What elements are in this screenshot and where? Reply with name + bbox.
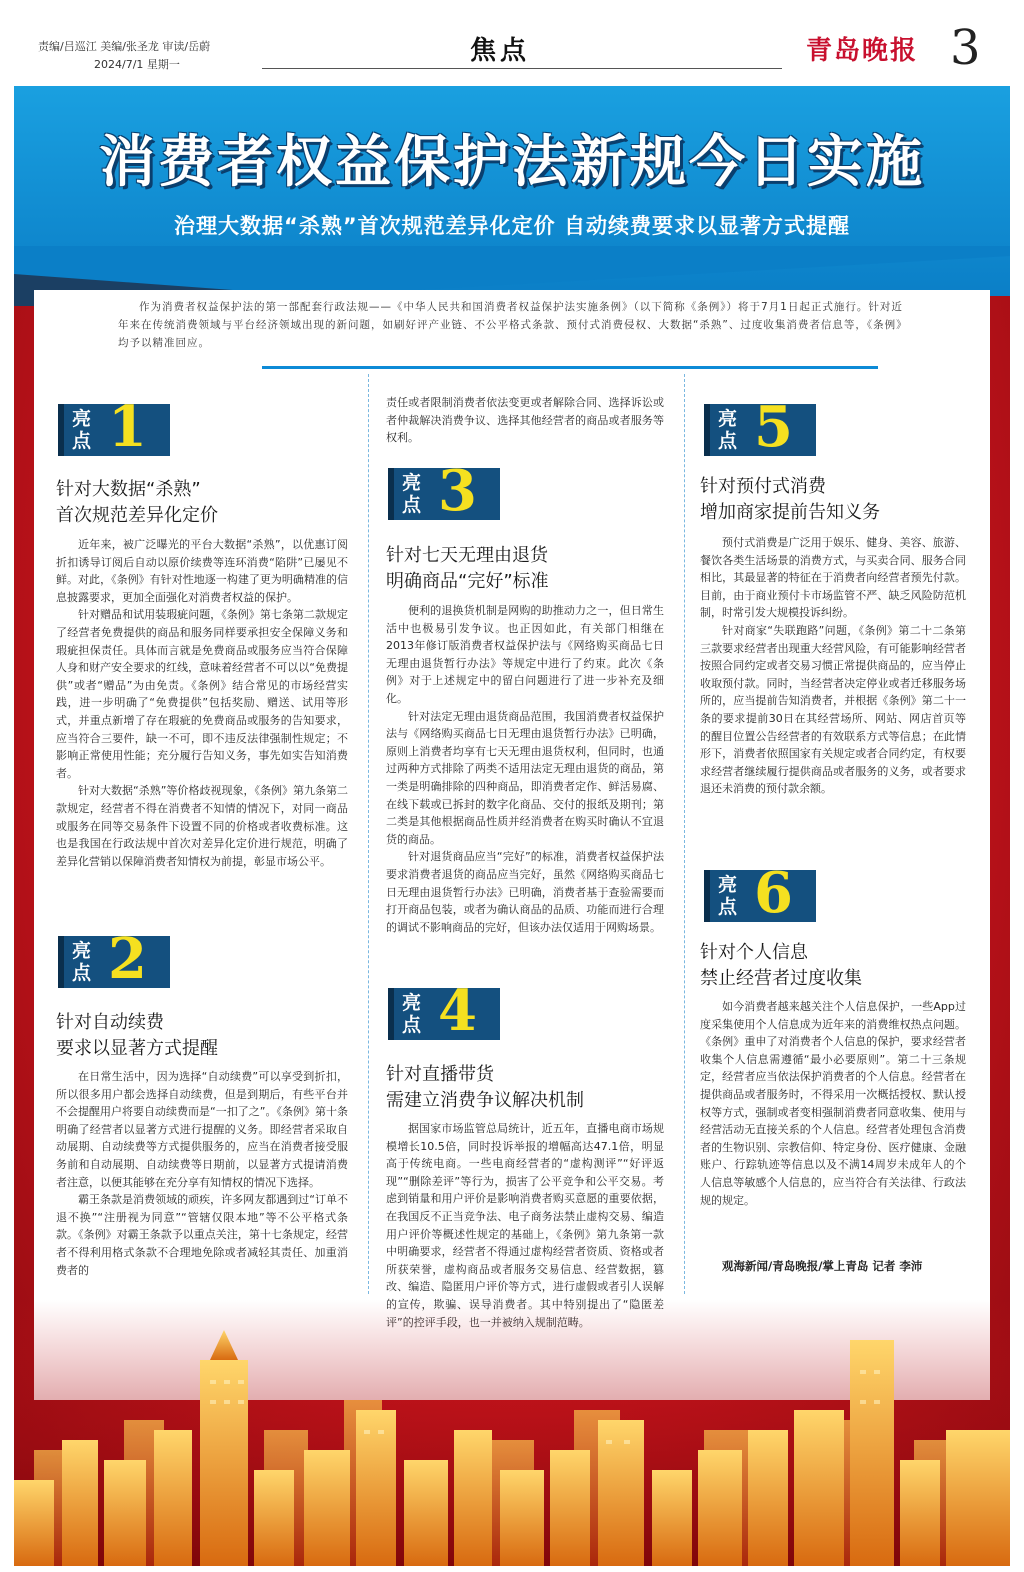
date-line: 2024/7/1 星期一 (94, 58, 180, 71)
section-name: 焦点 (470, 36, 531, 66)
headline: 消费者权益保护法新规今日实施 (99, 129, 925, 195)
highlight-badge-6 (704, 860, 822, 926)
intro-divider (262, 366, 878, 369)
badge-number: 2 (108, 926, 147, 992)
editor-credits (38, 38, 210, 74)
badge-word: 亮点 (718, 408, 738, 452)
badge-number: 4 (438, 978, 477, 1044)
title-line: 针对直播带货 (386, 1064, 494, 1085)
paper-logo: 青岛晚报 (806, 36, 919, 66)
city-skyline-illustration (14, 1300, 1010, 1566)
badge-edge (704, 404, 710, 456)
title-line: 要求以显著方式提醒 (56, 1038, 218, 1059)
title-line: 增加商家提前告知义务 (700, 502, 880, 523)
section-title-2 (56, 1010, 356, 1062)
section-title-5 (700, 474, 980, 526)
paragraph: 针对退货商品应当“完好”的标准，消费者权益保护法要求消费者退货的商品应当完好，虽然《网络购买商品七日无理由退货暂行办法》已明确，消费者基于查验需要而打开商品包装，或者为确认商品的品质、功能而进行合理的调试不影响商品的完好，但该办法仅适用于网购场景。 (386, 850, 664, 934)
badge-number: 3 (438, 458, 477, 524)
page-number: 3 (950, 20, 981, 76)
paragraph: 霸王条款是消费领域的顽疾，许多网友都遇到过“订单不退不换”“注册视为同意”“管辖仅限本地”等不公平格式条款。《条例》对霸王条款予以重点关注，第十七条规定，经营者不得利用格式条款不合理地免除或者减轻其责任、加重消费者的 (56, 1193, 348, 1277)
title-line: 需建立消费争议解决机制 (386, 1090, 584, 1111)
paragraph: 预付式消费是广泛用于娱乐、健身、美容、旅游、餐饮各类生活场景的消费方式，与买卖合同、服务合同相比，其最显著的特征在于消费者向经营者预先付款。目前，由于商业预付卡市场监管不严、缺乏风险防范机制，时常引发大规模投诉纠纷。 (700, 536, 966, 620)
highlight-badge-5 (704, 394, 822, 460)
badge-number: 6 (754, 860, 793, 926)
title-line: 禁止经营者过度收集 (700, 968, 862, 989)
paragraph: 如今消费者越来越关注个人信息保护，一些App过度采集使用个人信息成为近年来的消费维权热点问题。《条例》重申了对消费者个人信息的保护，要求经营者收集个人信息需遵循“最小必要原则”。第二十三条规定，经营者应当依法保护消费者的个人信息。经营者在提供商品或者服务时，不得采用一次概括授权、默认授权等方式，强制或者变相强制消费者同意收集、使用与经营活动无直接关系的个人信息。经营者处理包含消费者的生物识别、宗教信仰、特定身份、医疗健康、金融账户、行踪轨迹等信息以及不满14周岁未成年人的个人信息等敏感个人信息的，应当符合有关法律、行政法规的规定。 (700, 1000, 966, 1207)
section-title-4 (386, 1062, 666, 1114)
masthead-rule (262, 68, 782, 69)
badge-edge (58, 936, 64, 988)
section-body-1 (56, 536, 348, 870)
paragraph: 针对商家“失联跑路”问题，《条例》第二十二条第三款要求经营者出现重大经营风险，有可能影响经营者按照合同约定或者交易习惯正常提供商品的，应当停止收取预付款。同时，当经营者决定停业或者迁移服务场所的，应当提前告知消费者，并根据《条例》第二十一条的要求提前30日在其经营场所、网站、网店首页等的醒目位置公告经营者的有效联系方式等信息；在此情形下，消费者依照国家有关规定或者合同约定，有权要求经营者继续履行提供商品或者服务的义务，或者要求退还未消费的预付款余额。 (700, 623, 966, 796)
paragraph: 针对法定无理由退货商品范围，我国消费者权益保护法与《网络购买商品七日无理由退货暂行办法》已明确，原则上消费者均享有七天无理由退货权利，但同时，也通过两种方式排除了两类不适用法定无理由退货的商品，第一类是明确排除的四种商品，即消费者定作、鲜活易腐、在线下载或已拆封的数字化商品、交付的报纸及期刊；第二类是其他根据商品性质并经消费者在购买时确认不宜退货的商品。 (386, 709, 664, 846)
section-title-1 (56, 477, 356, 529)
paragraph: 便利的退换货机制是网购的助推动力之一，但日常生活中也极易引发争议。也正因如此，有关部门相继在2013年修订版消费者权益保护法与《网络购买商品七日无理由退货暂行办法》等规定中进行了约束。此次《条例》对于上述规定中的留白问题进行了进一步补充及细化。 (386, 604, 664, 705)
editors-line: 责编/吕巡江 美编/张圣龙 审读/岳蔚 (38, 40, 211, 53)
badge-number: 1 (108, 394, 147, 460)
intro-paragraph: 作为消费者权益保护法的第一部配套行政法规——《中华人民共和国消费者权益保护法实施条例》（以下简称《条例》）将于7月1日起正式施行。针对近年来在传统消费领域与平台经济领域出现的新问题，如刷好评产业链、不公平格式条款、预付式消费侵权、大数据“杀熟”、过度收集消费者信息等，《条例》均予以精准回应。 (118, 301, 908, 349)
column-divider (684, 374, 686, 1294)
column-divider (368, 374, 370, 1294)
badge-word: 亮点 (402, 992, 422, 1036)
section-body-2 (56, 1068, 348, 1279)
title-line: 针对七天无理由退货 (386, 545, 548, 566)
badge-edge (388, 988, 394, 1040)
continued-text (386, 394, 664, 447)
badge-edge (704, 870, 710, 922)
highlight-badge-3 (388, 458, 506, 524)
paragraph: 在日常生活中，因为选择“自动续费”可以享受到折扣，所以很多用户都会选择自动续费，但是到期后，有些平台并不会提醒用户将要自动续费而是“一扣了之”。《条例》第十条明确了经营者以显著方式进行提醒的义务。即经营者采取自动展期、自动续费等方式提供服务的，应当在消费者接受服务前和自动展期、自动续费等日期前，以显著方式提请消费者注意，以便其能够在充分享有知情权的情况下选择。 (56, 1070, 348, 1189)
highlight-badge-2 (58, 926, 176, 992)
badge-word: 亮点 (402, 472, 422, 516)
masthead (0, 0, 1024, 86)
byline: 观海新闻/青岛晚报/掌上青岛 记者 李沛 (722, 1259, 923, 1273)
title-line: 针对个人信息 (700, 942, 808, 963)
section-body-3 (386, 602, 664, 936)
title-line: 首次规范差异化定价 (56, 505, 218, 526)
subheadline: 治理大数据“杀熟”首次规范差异化定价 自动续费要求以显著方式提醒 (174, 214, 850, 238)
title-line: 针对大数据“杀熟” (56, 479, 201, 500)
badge-word: 亮点 (72, 408, 92, 452)
title-line: 针对自动续费 (56, 1012, 164, 1033)
highlight-badge-4 (388, 978, 506, 1044)
paragraph: 针对大数据“杀熟”等价格歧视现象，《条例》第九条第二款规定，经营者不得在消费者不知情的情况下，对同一商品或服务在同等交易条件下设置不同的价格或者收费标准。这也是我国在行政法规中首次对差异化定价进行规范，明确了差异化营销以保障消费者知情权为前提，彰显市场公平。 (56, 784, 348, 868)
paragraph: 针对赠品和试用装瑕疵问题，《条例》第七条第二款规定了经营者免费提供的商品和服务同样要承担安全保障义务和瑕疵担保责任。具体而言就是免费商品或服务应当符合保障人身和财产安全要求的红线，意味着经营者不可以以“免费提供”或者“赠品”为由免责。《条例》结合常见的市场经营实践，进一步明确了“免费提供”包括奖励、赠送、试用等形式，并重点新增了存在瑕疵的免费商品或服务的告知要求，应当符合三要件，缺一不可，即不违反法律强制性规定；不影响正常使用性能；充分履行告知义务，事先如实告知消费者。 (56, 608, 348, 780)
title-line: 针对预付式消费 (700, 476, 826, 497)
badge-edge (58, 404, 64, 456)
badge-word: 亮点 (718, 874, 738, 918)
badge-number: 5 (754, 394, 793, 460)
highlight-badge-1 (58, 394, 176, 460)
title-line: 明确商品“完好”标准 (386, 571, 549, 592)
paragraph: 近年来，被广泛曝光的平台大数据“杀熟”，以优惠订阅折扣诱导订阅后自动以原价续费等连环消费“陷阱”已屡见不鲜。对此，《条例》有针对性地逐一构建了更为明确精准的信息披露要求，更加全面强化对消费者权益的保护。 (56, 538, 348, 604)
badge-word: 亮点 (72, 940, 92, 984)
section-body-6 (700, 998, 966, 1209)
paragraph: 责任或者限制消费者依法变更或者解除合同、选择诉讼或者仲裁解决消费争议、选择其他经营者的商品或者服务等权利。 (386, 396, 664, 445)
section-title-3 (386, 543, 666, 595)
paragraph: 据国家市场监管总局统计，近五年，直播电商市场规模增长10.5倍，同时投诉举报的增幅高达47.1倍，明显高于传统电商。一些电商经营者的“虚构测评”“好评返现”“删除差评”等行为，损害了公平竞争和公平交易。考虑到销量和用户评价是影响消费者购买意愿的重要依据，在我国反不正当竞争法、电子商务法禁止虚构交易、编造用户评价等概述性规定的基础上，《条例》第九条第一款中明确要求，经营者不得通过虚构经营者资质、资格或者所获荣誉，虚构商品或者服务交易信息、经营数据，篡改、编造、隐匿用户评价等方式，进行虚假或者引人误解 (386, 1122, 664, 1294)
badge-edge (388, 468, 394, 520)
section-title-6 (700, 940, 980, 992)
section-body-5 (700, 534, 966, 798)
